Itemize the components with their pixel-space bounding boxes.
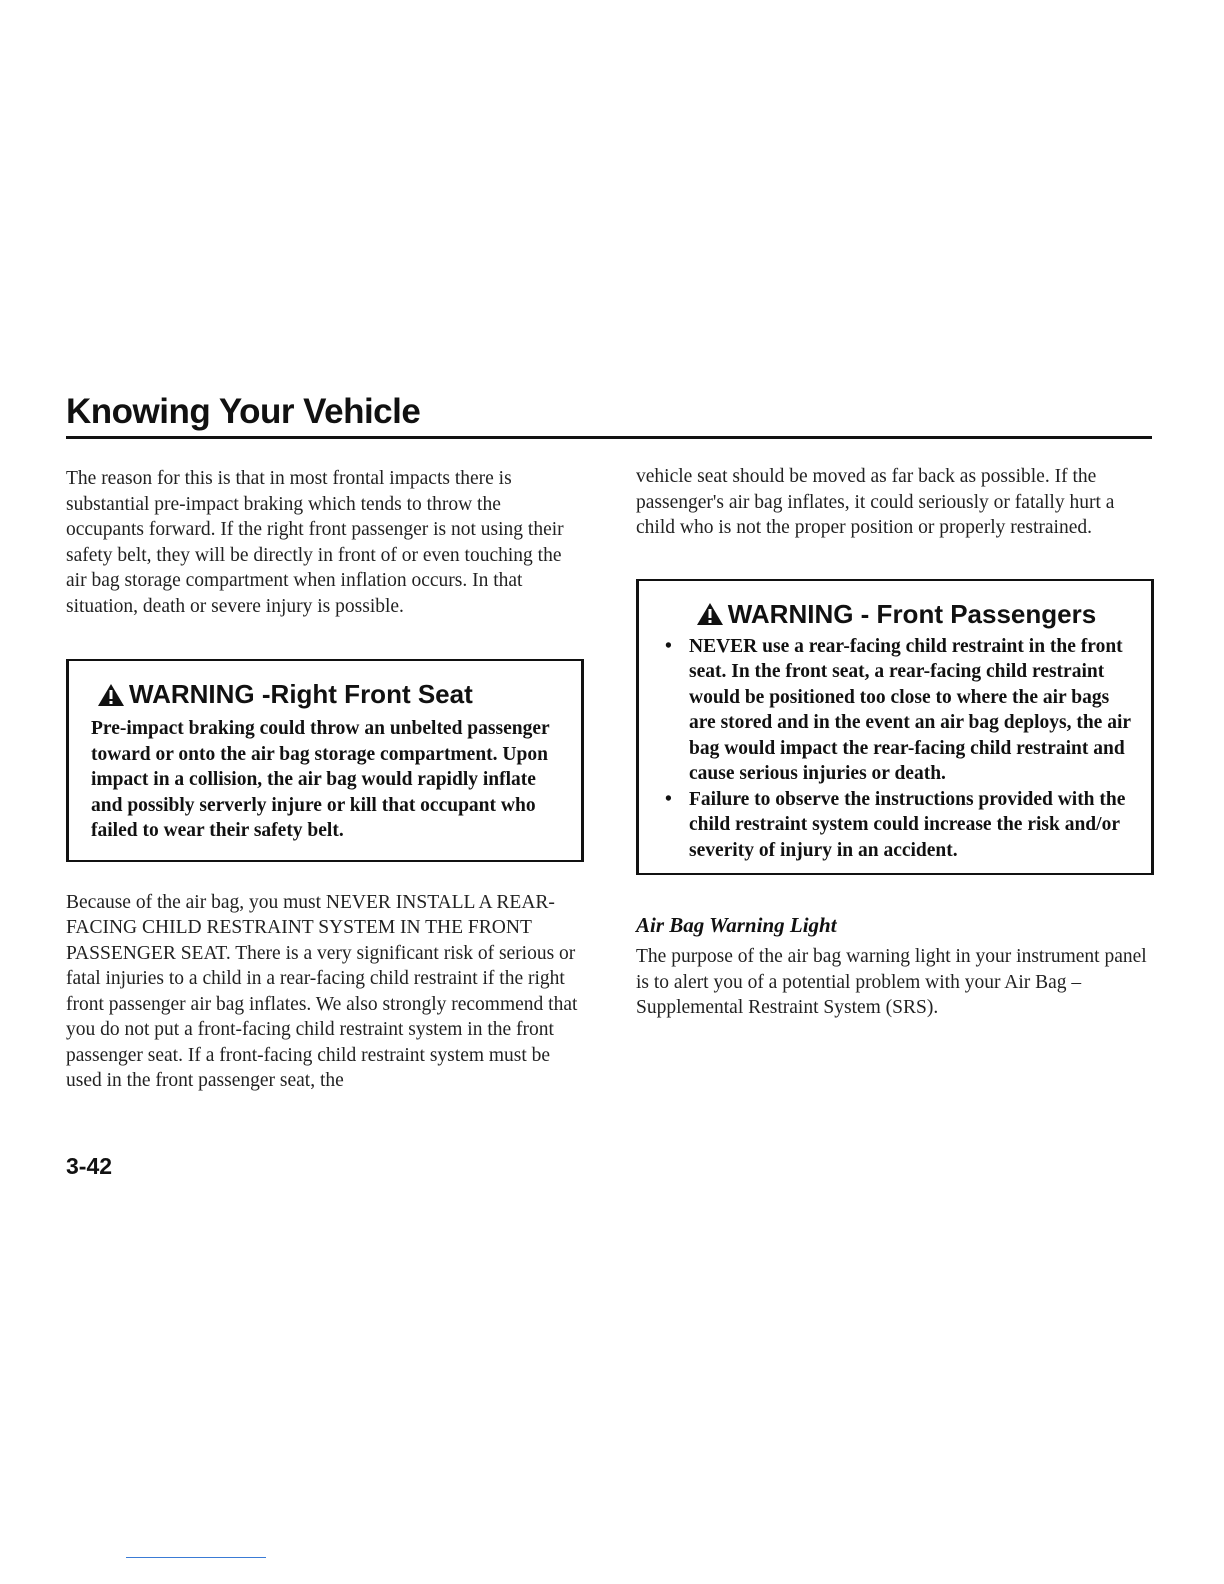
warning-list	[661, 634, 1131, 864]
continued-paragraph: vehicle seat should be moved as far back as possible. If the passenger's air bag inflates, it could seriously or fatally hurt a child who is not the proper position or properly restrained.	[636, 466, 1115, 538]
warning-text: Pre-impact braking could throw an unbelted passenger toward or onto the air bag storage compartment. Upon impact in a collision, the air bag would rapidly inflate and possibly serverly injure or kill that occupant who failed to wear their safety belt.	[91, 718, 550, 841]
warning-triangle-icon	[696, 602, 724, 626]
warning-heading	[661, 599, 1131, 630]
warning-title: WARNING - Front Passengers	[727, 598, 1097, 629]
warning-triangle-icon	[97, 683, 125, 707]
right-column	[636, 464, 1152, 1021]
footer-line	[126, 1557, 266, 1558]
left-column	[66, 466, 582, 1094]
child-restraint-paragraph: Because of the air bag, you must NEVER INSTALL A REAR-FACING CHILD RESTRAINT SYSTEM IN THE FRONT PASSENGER SEAT. There is a very significant risk of serious or fatal injuries to a child in a rear-facing child restraint if the right front passenger air bag inflates. We also strongly recommend that you do not put a front-facing child restraint system in the front passenger seat. If a front-facing child restraint system must be used in the front passenger seat, the	[66, 891, 578, 1091]
air-bag-light-paragraph: The purpose of the air bag warning light in your instrument panel is to alert you of a potential problem with your Air Bag – Supplemental Restraint System (SRS).	[636, 946, 1147, 1018]
section-title: Knowing Your Vehicle	[66, 392, 421, 431]
warning-list-item: • Failure to observe the instructions provided with the child restraint system could increase the risk and/or severity of injury in an accident.	[685, 787, 1131, 864]
warning-box-front-passengers	[636, 579, 1154, 876]
warning-list-item: • NEVER use a rear-facing child restraint in the front seat. In the front seat, a rear-facing child restraint would be positioned too close to where the air bags are stored and in the event an air bag deploys, the air bag would impact the rear-facing child restraint and cause serious injuries or death.	[685, 634, 1131, 787]
warning-box-right-front-seat	[66, 659, 584, 862]
page-number: 3-42	[66, 1153, 113, 1179]
header-rule	[66, 436, 1152, 439]
subheading-air-bag-warning-light: Air Bag Warning Light	[636, 913, 837, 937]
intro-paragraph: The reason for this is that in most frontal impacts there is substantial pre-impact braking which tends to throw the occupants forward. If the right front passenger is not using their safety belt, they will be directly in front of or even touching the air bag storage compartment when inflation occurs. In that situation, death or severe injury is possible.	[66, 468, 564, 617]
warning-heading	[97, 679, 561, 710]
warning-title: WARNING -Right Front Seat	[129, 679, 473, 709]
